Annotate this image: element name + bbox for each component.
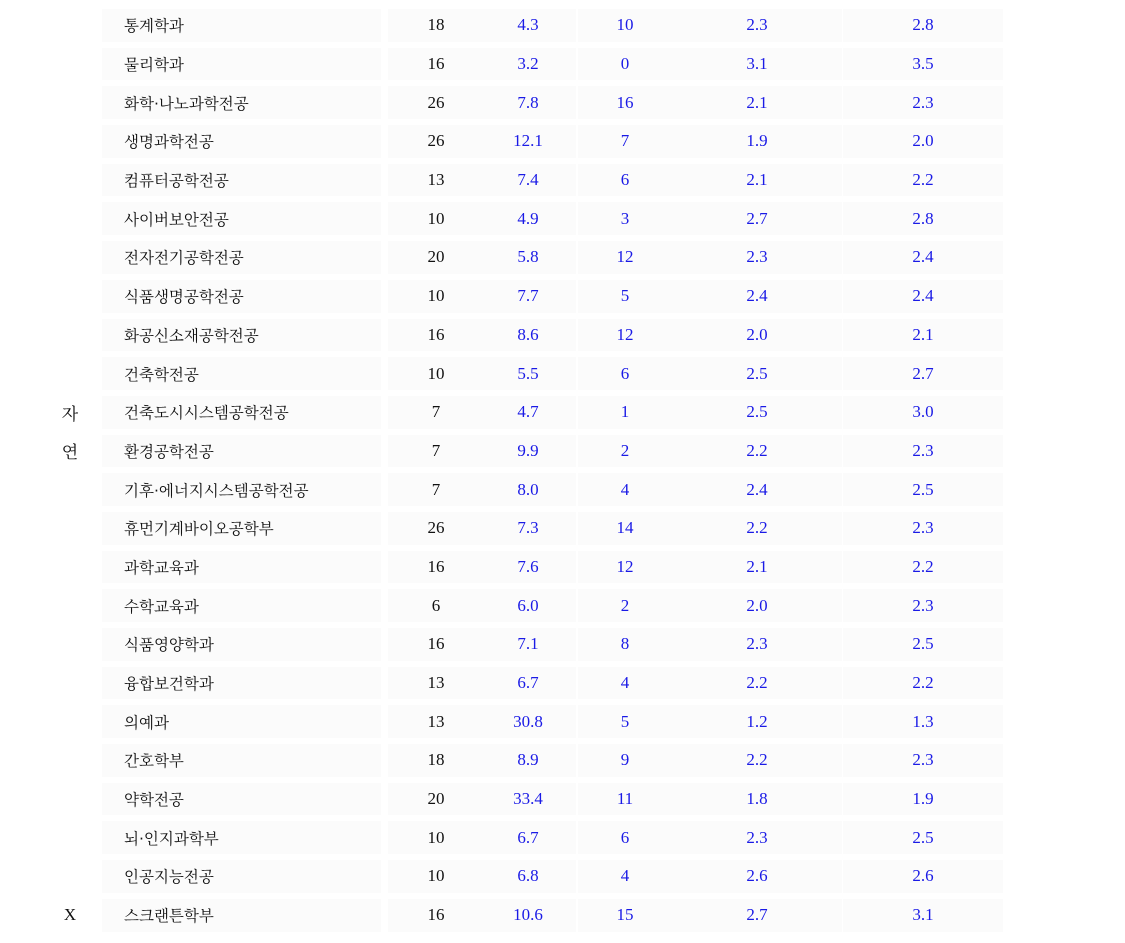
- department-name: 의예과: [102, 702, 381, 741]
- department-name: 뇌·인지과학부: [102, 818, 381, 857]
- average-grade-cell: 1.2: [672, 702, 842, 741]
- additional-pass-cell: 11: [578, 780, 672, 819]
- average-grade-cell: 2.2: [672, 664, 842, 703]
- competition-ratio-cell: 7.4: [480, 161, 576, 200]
- department-name: 과학교육과: [102, 548, 381, 587]
- competition-ratio-cell: 6.0: [480, 586, 576, 625]
- average-grade-cell: 2.2: [672, 509, 842, 548]
- average-grade-cell: 2.3: [672, 818, 842, 857]
- cutoff-grade-cell: 2.6: [843, 857, 1003, 896]
- table-row: [0, 548, 1125, 587]
- cutoff-grade-cell: 2.3: [843, 509, 1003, 548]
- competition-ratio-cell: 8.9: [480, 741, 576, 780]
- quota-cell: 20: [388, 780, 484, 819]
- group-label: [45, 161, 95, 200]
- additional-pass-cell: 4: [578, 470, 672, 509]
- additional-pass-cell: 4: [578, 664, 672, 703]
- cutoff-grade-cell: 2.2: [843, 548, 1003, 587]
- cutoff-grade-cell: 2.1: [843, 316, 1003, 355]
- competition-ratio-cell: 8.0: [480, 470, 576, 509]
- department-name: 약학전공: [102, 780, 381, 819]
- average-grade-cell: 2.6: [672, 857, 842, 896]
- competition-ratio-cell: 12.1: [480, 122, 576, 161]
- quota-cell: 10: [388, 277, 484, 316]
- average-grade-cell: 2.5: [672, 393, 842, 432]
- table-row: [0, 277, 1125, 316]
- group-label: [45, 316, 95, 355]
- competition-ratio-cell: 30.8: [480, 702, 576, 741]
- additional-pass-cell: 16: [578, 83, 672, 122]
- department-name: 식품생명공학전공: [102, 277, 381, 316]
- table-row: [0, 896, 1125, 935]
- department-name: 물리학과: [102, 45, 381, 84]
- table-row: [0, 199, 1125, 238]
- group-label: [45, 857, 95, 896]
- group-label: [45, 277, 95, 316]
- table-row: [0, 625, 1125, 664]
- competition-ratio-cell: 9.9: [480, 432, 576, 471]
- cutoff-grade-cell: 2.2: [843, 161, 1003, 200]
- quota-cell: 18: [388, 741, 484, 780]
- department-name: 컴퓨터공학전공: [102, 161, 381, 200]
- cutoff-grade-cell: 2.5: [843, 470, 1003, 509]
- department-name: 수학교육과: [102, 586, 381, 625]
- table-row: [0, 6, 1125, 45]
- competition-ratio-cell: 7.3: [480, 509, 576, 548]
- quota-cell: 16: [388, 316, 484, 355]
- cutoff-grade-cell: 2.4: [843, 238, 1003, 277]
- cutoff-grade-cell: 2.2: [843, 664, 1003, 703]
- table-row: [0, 432, 1125, 471]
- quota-cell: 10: [388, 199, 484, 238]
- additional-pass-cell: 6: [578, 818, 672, 857]
- table-row: [0, 354, 1125, 393]
- additional-pass-cell: 12: [578, 316, 672, 355]
- competition-ratio-cell: 10.6: [480, 896, 576, 935]
- group-label: X: [63, 905, 77, 925]
- group-label: [45, 238, 95, 277]
- group-label: [45, 199, 95, 238]
- additional-pass-cell: 2: [578, 432, 672, 471]
- average-grade-cell: 1.8: [672, 780, 842, 819]
- department-name: 환경공학전공: [102, 432, 381, 471]
- cutoff-grade-cell: 3.0: [843, 393, 1003, 432]
- cutoff-grade-cell: 2.0: [843, 122, 1003, 161]
- table-row: [0, 818, 1125, 857]
- quota-cell: 7: [388, 393, 484, 432]
- table-row: [0, 161, 1125, 200]
- additional-pass-cell: 10: [578, 6, 672, 45]
- cutoff-grade-cell: 2.5: [843, 818, 1003, 857]
- additional-pass-cell: 1: [578, 393, 672, 432]
- cutoff-grade-cell: 1.3: [843, 702, 1003, 741]
- quota-cell: 26: [388, 122, 484, 161]
- cutoff-grade-cell: 1.9: [843, 780, 1003, 819]
- cutoff-grade-cell: 3.5: [843, 45, 1003, 84]
- average-grade-cell: 2.7: [672, 199, 842, 238]
- competition-ratio-cell: 8.6: [480, 316, 576, 355]
- competition-ratio-cell: 6.8: [480, 857, 576, 896]
- quota-cell: 26: [388, 509, 484, 548]
- cutoff-grade-cell: 3.1: [843, 896, 1003, 935]
- table-row: [0, 857, 1125, 896]
- group-label: [45, 354, 95, 393]
- group-label: [45, 586, 95, 625]
- quota-cell: 7: [388, 432, 484, 471]
- average-grade-cell: 2.1: [672, 548, 842, 587]
- department-name: 건축학전공: [102, 354, 381, 393]
- average-grade-cell: 1.9: [672, 122, 842, 161]
- additional-pass-cell: 7: [578, 122, 672, 161]
- department-name: 전자전기공학전공: [102, 238, 381, 277]
- average-grade-cell: 2.7: [672, 896, 842, 935]
- quota-cell: 13: [388, 702, 484, 741]
- group-label: [45, 122, 95, 161]
- table-row: [0, 470, 1125, 509]
- cutoff-grade-cell: 2.7: [843, 354, 1003, 393]
- average-grade-cell: 3.1: [672, 45, 842, 84]
- cutoff-grade-cell: 2.8: [843, 6, 1003, 45]
- group-label: [45, 470, 95, 509]
- table-row: [0, 83, 1125, 122]
- additional-pass-cell: 6: [578, 354, 672, 393]
- quota-cell: 26: [388, 83, 484, 122]
- average-grade-cell: 2.1: [672, 161, 842, 200]
- average-grade-cell: 2.2: [672, 741, 842, 780]
- department-name: 기후·에너지시스템공학전공: [102, 470, 381, 509]
- cutoff-grade-cell: 2.3: [843, 586, 1003, 625]
- cutoff-grade-cell: 2.8: [843, 199, 1003, 238]
- cutoff-grade-cell: 2.3: [843, 741, 1003, 780]
- quota-cell: 16: [388, 625, 484, 664]
- group-label: [45, 702, 95, 741]
- department-name: 융합보건학과: [102, 664, 381, 703]
- table-row: [0, 741, 1125, 780]
- quota-cell: 13: [388, 161, 484, 200]
- competition-ratio-cell: 4.7: [480, 393, 576, 432]
- competition-ratio-cell: 5.5: [480, 354, 576, 393]
- quota-cell: 20: [388, 238, 484, 277]
- average-grade-cell: 2.4: [672, 277, 842, 316]
- table-row: [0, 316, 1125, 355]
- additional-pass-cell: 4: [578, 857, 672, 896]
- average-grade-cell: 2.5: [672, 354, 842, 393]
- cutoff-grade-cell: 2.3: [843, 83, 1003, 122]
- table-row: [0, 509, 1125, 548]
- cutoff-grade-cell: 2.5: [843, 625, 1003, 664]
- department-name: 생명과학전공: [102, 122, 381, 161]
- additional-pass-cell: 12: [578, 548, 672, 587]
- competition-ratio-cell: 7.1: [480, 625, 576, 664]
- competition-ratio-cell: 3.2: [480, 45, 576, 84]
- department-name: 간호학부: [102, 741, 381, 780]
- cutoff-grade-cell: 2.3: [843, 432, 1003, 471]
- average-grade-cell: 2.3: [672, 6, 842, 45]
- quota-cell: 18: [388, 6, 484, 45]
- additional-pass-cell: 2: [578, 586, 672, 625]
- quota-cell: 7: [388, 470, 484, 509]
- department-name: 화학·나노과학전공: [102, 83, 381, 122]
- table-row: [0, 122, 1125, 161]
- additional-pass-cell: 12: [578, 238, 672, 277]
- table-row: [0, 780, 1125, 819]
- group-label: [45, 741, 95, 780]
- group-label: 연: [61, 443, 79, 463]
- quota-cell: 10: [388, 818, 484, 857]
- table-row: [0, 586, 1125, 625]
- competition-ratio-cell: 4.9: [480, 199, 576, 238]
- competition-ratio-cell: 6.7: [480, 664, 576, 703]
- table-row: [0, 702, 1125, 741]
- department-name: 인공지능전공: [102, 857, 381, 896]
- admissions-table: [0, 6, 1125, 935]
- department-name: 스크랜튼학부: [102, 896, 381, 935]
- table-row: [0, 393, 1125, 432]
- additional-pass-cell: 0: [578, 45, 672, 84]
- average-grade-cell: 2.0: [672, 586, 842, 625]
- additional-pass-cell: 5: [578, 277, 672, 316]
- average-grade-cell: 2.3: [672, 625, 842, 664]
- department-name: 화공신소재공학전공: [102, 316, 381, 355]
- table-row: [0, 45, 1125, 84]
- group-label: [45, 664, 95, 703]
- competition-ratio-cell: 7.6: [480, 548, 576, 587]
- department-name: 사이버보안전공: [102, 199, 381, 238]
- group-label: [45, 780, 95, 819]
- department-name: 건축도시시스템공학전공: [102, 393, 381, 432]
- quota-cell: 6: [388, 586, 484, 625]
- quota-cell: 16: [388, 45, 484, 84]
- competition-ratio-cell: 4.3: [480, 6, 576, 45]
- competition-ratio-cell: 7.7: [480, 277, 576, 316]
- quota-cell: 10: [388, 857, 484, 896]
- additional-pass-cell: 14: [578, 509, 672, 548]
- average-grade-cell: 2.3: [672, 238, 842, 277]
- average-grade-cell: 2.4: [672, 470, 842, 509]
- quota-cell: 10: [388, 354, 484, 393]
- table-row: [0, 238, 1125, 277]
- group-label: 자: [61, 404, 79, 424]
- average-grade-cell: 2.2: [672, 432, 842, 471]
- department-name: 휴먼기계바이오공학부: [102, 509, 381, 548]
- additional-pass-cell: 5: [578, 702, 672, 741]
- quota-cell: 16: [388, 548, 484, 587]
- competition-ratio-cell: 7.8: [480, 83, 576, 122]
- quota-cell: 16: [388, 896, 484, 935]
- table-row: [0, 664, 1125, 703]
- department-name: 식품영양학과: [102, 625, 381, 664]
- additional-pass-cell: 3: [578, 199, 672, 238]
- average-grade-cell: 2.0: [672, 316, 842, 355]
- group-label: [45, 6, 95, 45]
- department-name: 통계학과: [102, 6, 381, 45]
- competition-ratio-cell: 6.7: [480, 818, 576, 857]
- additional-pass-cell: 15: [578, 896, 672, 935]
- quota-cell: 13: [388, 664, 484, 703]
- additional-pass-cell: 6: [578, 161, 672, 200]
- group-label: [45, 509, 95, 548]
- additional-pass-cell: 9: [578, 741, 672, 780]
- group-label: [45, 818, 95, 857]
- competition-ratio-cell: 33.4: [480, 780, 576, 819]
- competition-ratio-cell: 5.8: [480, 238, 576, 277]
- additional-pass-cell: 8: [578, 625, 672, 664]
- cutoff-grade-cell: 2.4: [843, 277, 1003, 316]
- group-label: [45, 625, 95, 664]
- group-label: [45, 83, 95, 122]
- average-grade-cell: 2.1: [672, 83, 842, 122]
- group-label: [45, 45, 95, 84]
- group-label: [45, 548, 95, 587]
